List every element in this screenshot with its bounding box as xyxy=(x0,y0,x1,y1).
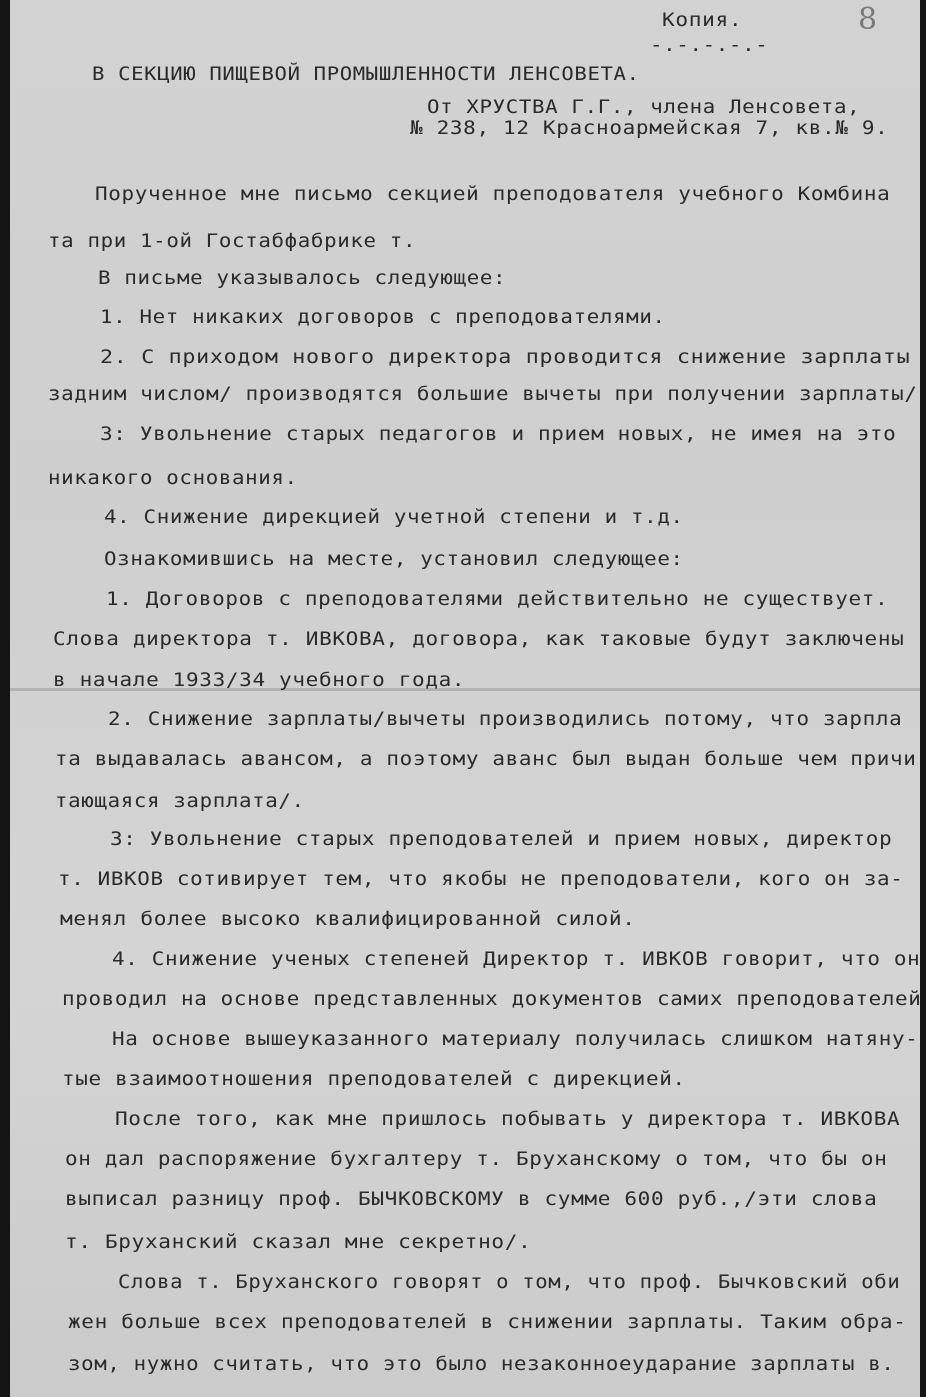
letter-line: он дал распоряжение бухгалтеру т. Бруханскому о том, что бы он xyxy=(65,1148,888,1170)
letter-line: 4. Снижение ученых степеней Директор т. ИВКОВ говорит, что он xyxy=(112,948,921,970)
letter-line: жен больше всех преподователей в снижении зарплаты. Таким обра- xyxy=(68,1311,907,1333)
letter-line: т. ИВКОВ сотивирует тем, что якобы не преподователи, кого он за- xyxy=(58,868,904,890)
letter-line: проводил на основе представленных документов самих преподователей xyxy=(62,988,922,1010)
letter-line: та выдавалась авансом, а поэтому аванс был выдан больше чем причи xyxy=(55,748,917,770)
copy-mark-dashes: -.-.-.-.- xyxy=(650,34,769,56)
letter-line: выписал разницу проф. БЫЧКОВСКОМУ в сумме 600 руб.,/эти слова xyxy=(65,1188,878,1210)
letter-line: 4. Снижение дирекцией учетной степени и т.д. xyxy=(104,506,684,528)
letter-line: 3: Увольнение старых педагогов и прием новых, не имея на это xyxy=(100,423,897,445)
scan-edge-right xyxy=(920,0,926,1397)
letter-line: 1. Договоров с преподователями действительно не существует. xyxy=(106,588,889,610)
letter-line: После того, как мне пришлось побывать у директора т. ИВКОВА xyxy=(115,1108,901,1130)
letter-line: Слова т. Бруханского говорят о том, что проф. Бычковский оби xyxy=(118,1271,901,1293)
letter-line: Слова директора т. ИВКОВА, договора, как таковые будут заключены xyxy=(53,628,905,650)
letter-line: Порученное мне письмо секцией преподователя учебного Комбина xyxy=(95,183,891,205)
letter-line: тые взаимоотношения преподователей с дирекцией. xyxy=(62,1068,686,1090)
letter-line: зом, нужно считать, что это было незаконноеударание зарплаты в. xyxy=(68,1353,895,1375)
letter-line: менял более высоко квалифицированной силой. xyxy=(60,908,636,930)
letter-line: 3: Увольнение старых преподователей и прием новых, директор xyxy=(110,828,893,850)
page-number: 8 xyxy=(858,2,878,37)
letter-line: В письме указывалось следующее: xyxy=(98,267,507,289)
letter-line: задним числом/ производятся большие вычеты при получении зарплаты/ xyxy=(48,383,918,405)
letter-line: т. Бруханский сказал мне секретно/. xyxy=(65,1231,532,1253)
letter-line: На основе вышеуказанного материалу получилась слишком натяну- xyxy=(112,1028,919,1050)
copy-mark: Копия. xyxy=(662,9,743,31)
letter-line: никакого основания. xyxy=(48,467,298,489)
letter-line: 2. Снижение зарплаты/вычеты производились потому, что зарпла xyxy=(108,708,903,730)
addressee: В СЕКЦИЮ ПИЩЕВОЙ ПРОМЫШЛЕННОСТИ ЛЕНСОВЕТА. xyxy=(92,63,640,85)
letter-line: в начале 1933/34 учебного года. xyxy=(53,669,466,691)
sender-line-1: От ХРУСТВА Г.Г., члена Ленсовета, xyxy=(427,96,861,118)
letter-line: 2. С приходом нового директора проводится снижение зарплаты xyxy=(100,346,911,368)
letter-line: Ознакомившись на месте, установил следующее: xyxy=(104,548,684,570)
scan-edge-left xyxy=(0,0,10,1397)
letter-line: тающаяся зарплата/. xyxy=(55,790,305,812)
letter-line: та при 1-ой Гостабфабрике т. xyxy=(48,230,417,252)
letter-line: 1. Нет никаких договоров с преподователями. xyxy=(100,306,666,328)
sender-line-2: № 238, 12 Красноармейская 7, кв.№ 9. xyxy=(410,117,889,139)
